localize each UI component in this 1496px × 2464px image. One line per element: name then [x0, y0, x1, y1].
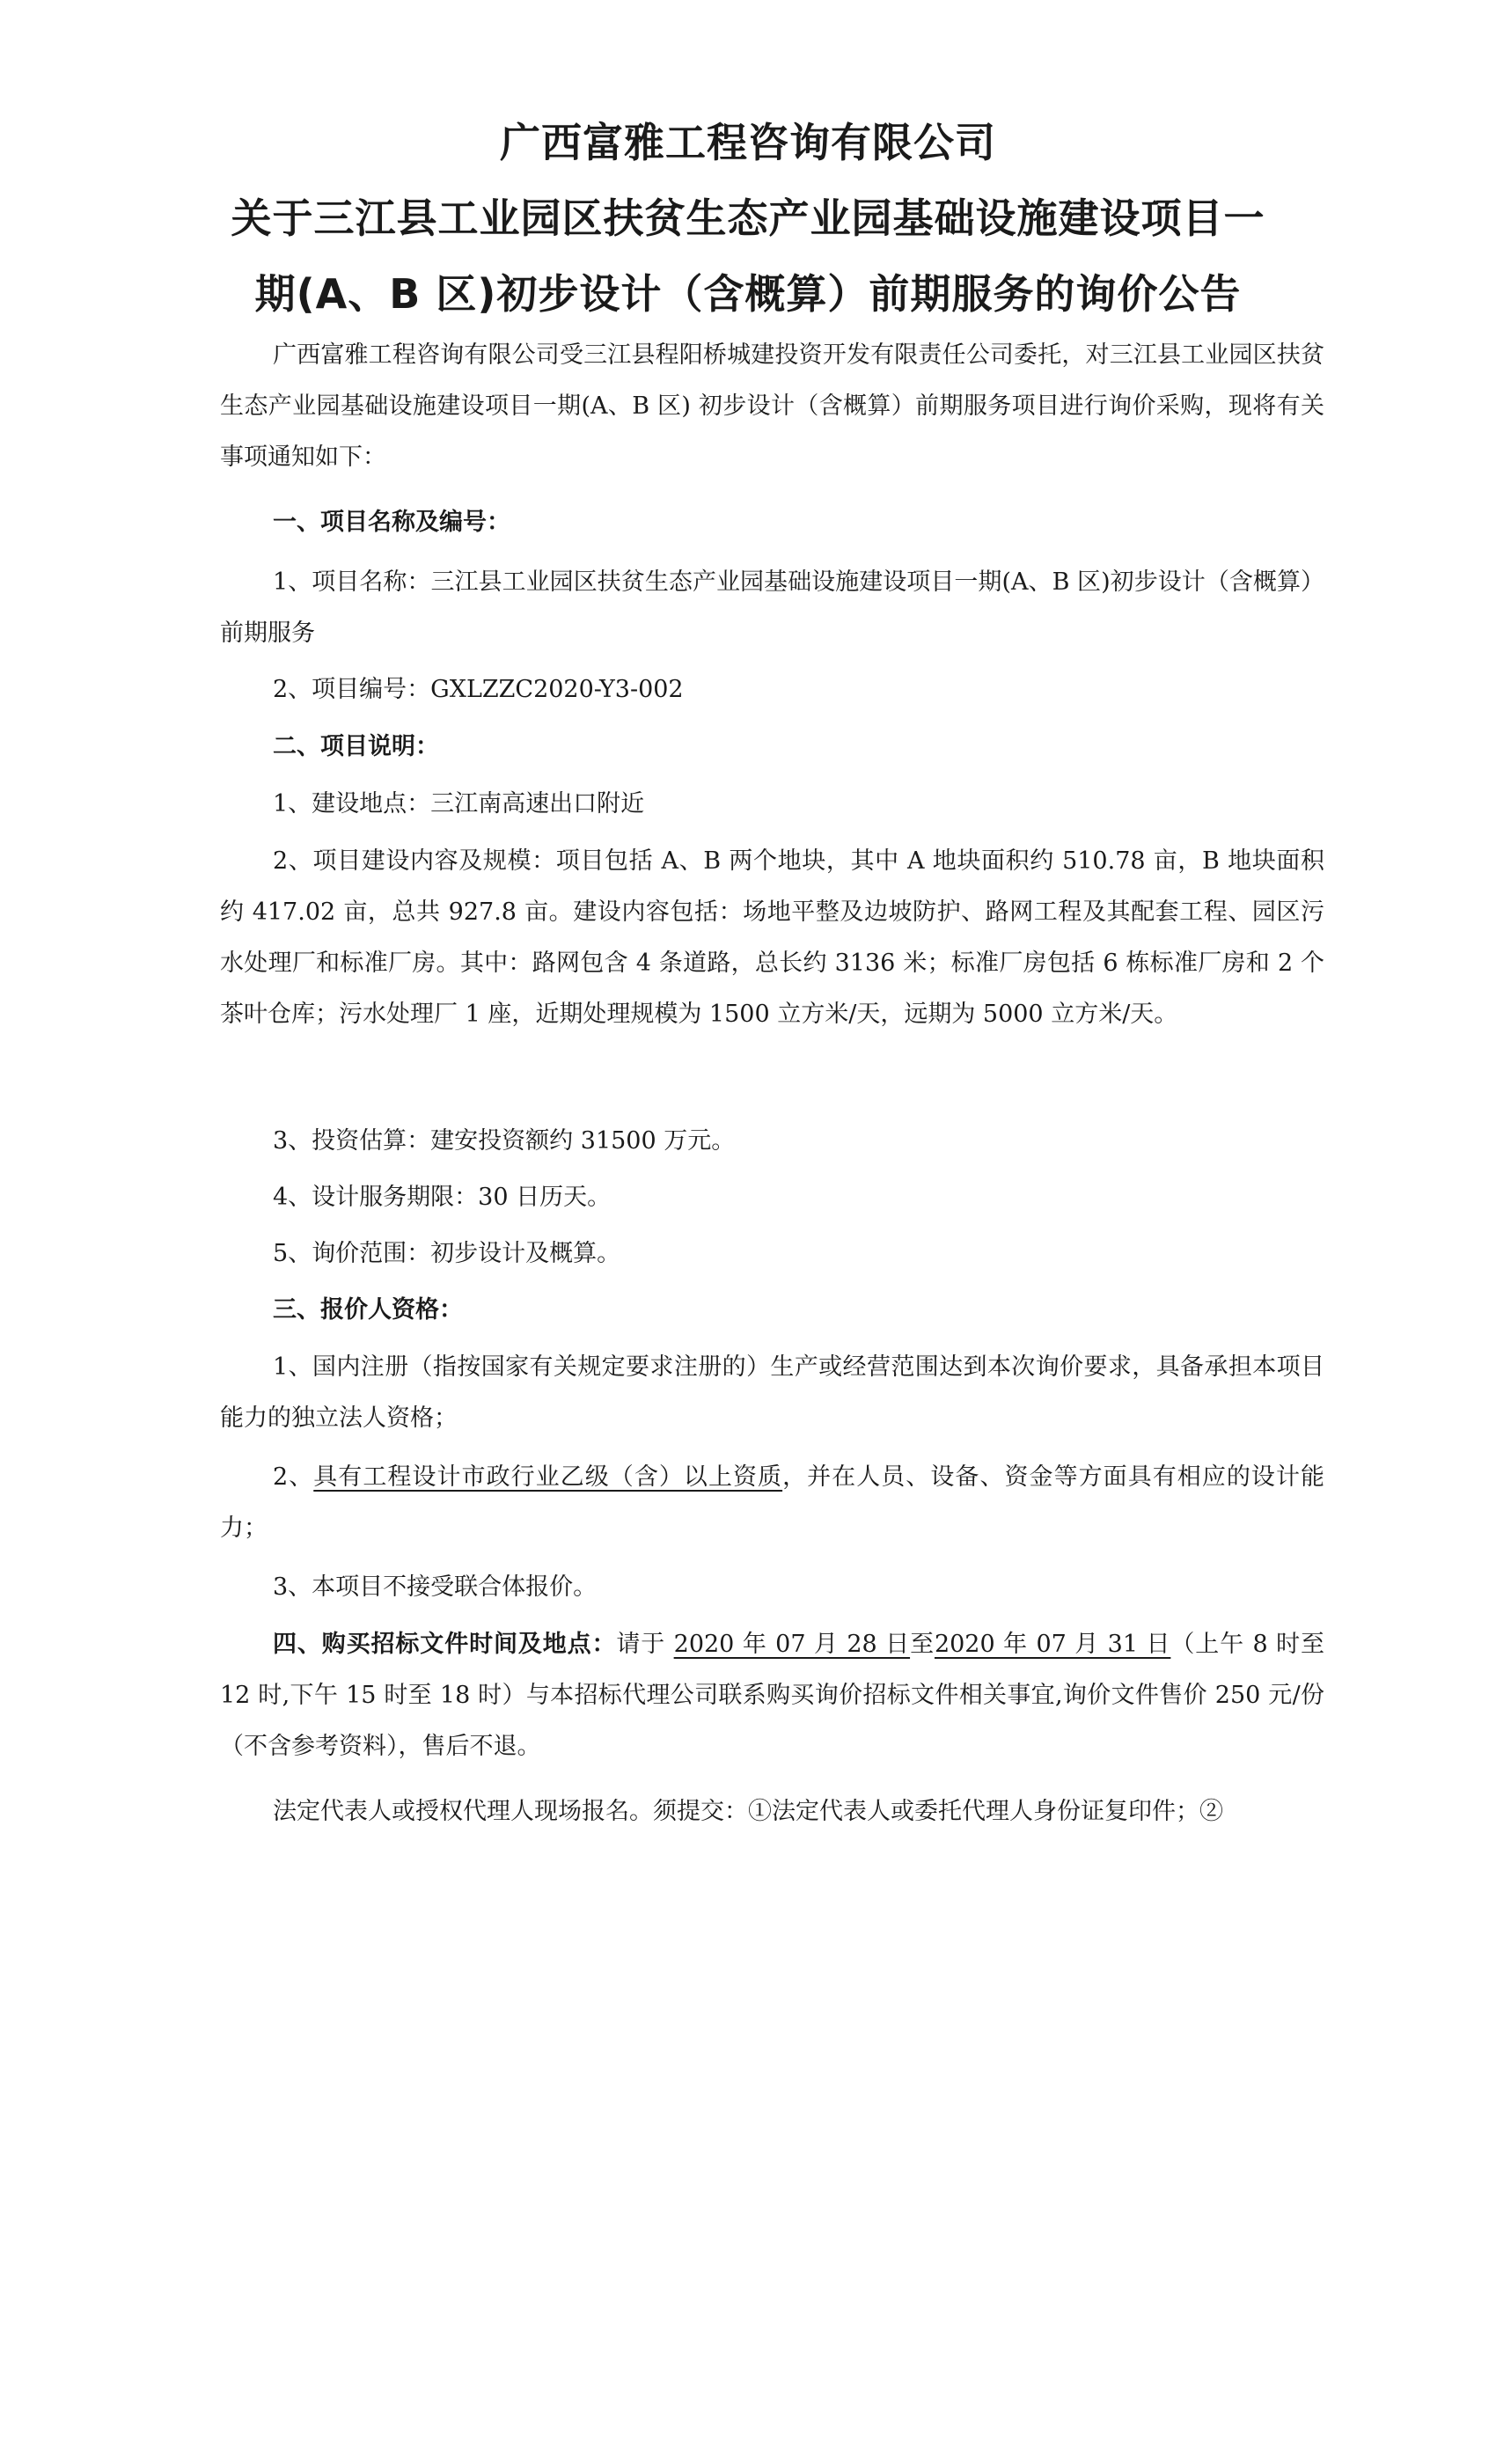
qualification-item-2-prefix: 2、 [273, 1463, 314, 1491]
investment-estimate-item: 3、投资估算：建安投资额约 31500 万元。 [273, 1127, 736, 1155]
purchase-date-start: 2020 年 07 月 28 日 [673, 1631, 911, 1658]
purchase-text-c: （上午 8 时至 12 时,下午 15 时至 18 时）与本招标代理公司联系购买询价招标文件相关事宜,询价文件售价 250 元/份（不含参考资料），售后不退。 [220, 1631, 1325, 1760]
section-1-heading: 一、项目名称及编号： [273, 509, 510, 536]
qualification-requirement-underlined: 具有工程设计市政行业乙级（含）以上资质 [313, 1463, 783, 1491]
project-name-item: 1、项目名称：三江县工业园区扶贫生态产业园基础设施建设项目一期(A、B 区)初步设计（含概算）前期服务 [220, 568, 1324, 647]
inquiry-scope-item: 5、询价范围：初步设计及概算。 [273, 1240, 621, 1267]
qualification-item-3: 3、本项目不接受联合体报价。 [273, 1573, 598, 1601]
purchase-text-b: 至 [910, 1631, 935, 1658]
document-title-line-2: 关于三江县工业园区扶贫生态产业园基础设施建设项目一 [231, 194, 1265, 242]
section-4-heading: 四、购买招标文件时间及地点： [273, 1631, 617, 1658]
document-title-line-3: 期(A、B 区)初步设计（含概算）前期服务的询价公告 [254, 270, 1242, 318]
intro-paragraph: 广西富雅工程咨询有限公司受三江县程阳桥城建投资开发有限责任公司委托，对三江县工业园区扶贫生态产业园基础设施建设项目一期(A、B 区) 初步设计（含概算）前期服务项目进行询价采购，现将有关事项通知如下： [220, 341, 1324, 471]
purchase-text-a: 请于 [616, 1631, 674, 1658]
purchase-info-paragraph [220, 1619, 1324, 1772]
purchase-date-end: 2020 年 07 月 31 日 [934, 1631, 1171, 1658]
qualification-item-1: 1、国内注册（指按国家有关规定要求注册的）生产或经营范围达到本次询价要求，具备承担本项目能力的独立法人资格； [220, 1353, 1324, 1432]
service-period-item: 4、设计服务期限：30 日历天。 [273, 1184, 612, 1211]
closing-paragraph: 法定代表人或授权代理人现场报名。须提交：①法定代表人或委托代理人身份证复印件；② [273, 1798, 1223, 1825]
document-title-company: 广西富雅工程咨询有限公司 [500, 119, 996, 166]
qualification-item-2 [220, 1452, 1324, 1554]
project-number-item: 2、项目编号：GXLZZC2020-Y3-002 [273, 676, 684, 703]
construction-scope-item: 2、项目建设内容及规模：项目包括 A、B 两个地块，其中 A 地块面积约 510.78 亩，B 地块面积约 417.02 亩，总共 927.8 亩。建设内容包括：场地平整及边坡防护、路网工程及其配套工程、园区污水处理厂和标准厂房。其中：路网包含 4 条道路，总长约 3136 米；标准厂房包括 6 栋标准厂房和 2 个茶叶仓库；污水处理厂 1 座，近期处理规模为 1500 立方米/天，远期为 5000 立方米/天。 [220, 847, 1324, 1028]
construction-location-item: 1、建设地点：三江南高速出口附近 [273, 790, 645, 818]
section-2-heading: 二、项目说明： [273, 733, 439, 760]
qualification-item-2-rest: ，并在人员、设备、资金等方面具有相应的设计能力； [220, 1463, 1324, 1542]
section-3-heading: 三、报价人资格： [273, 1296, 463, 1324]
